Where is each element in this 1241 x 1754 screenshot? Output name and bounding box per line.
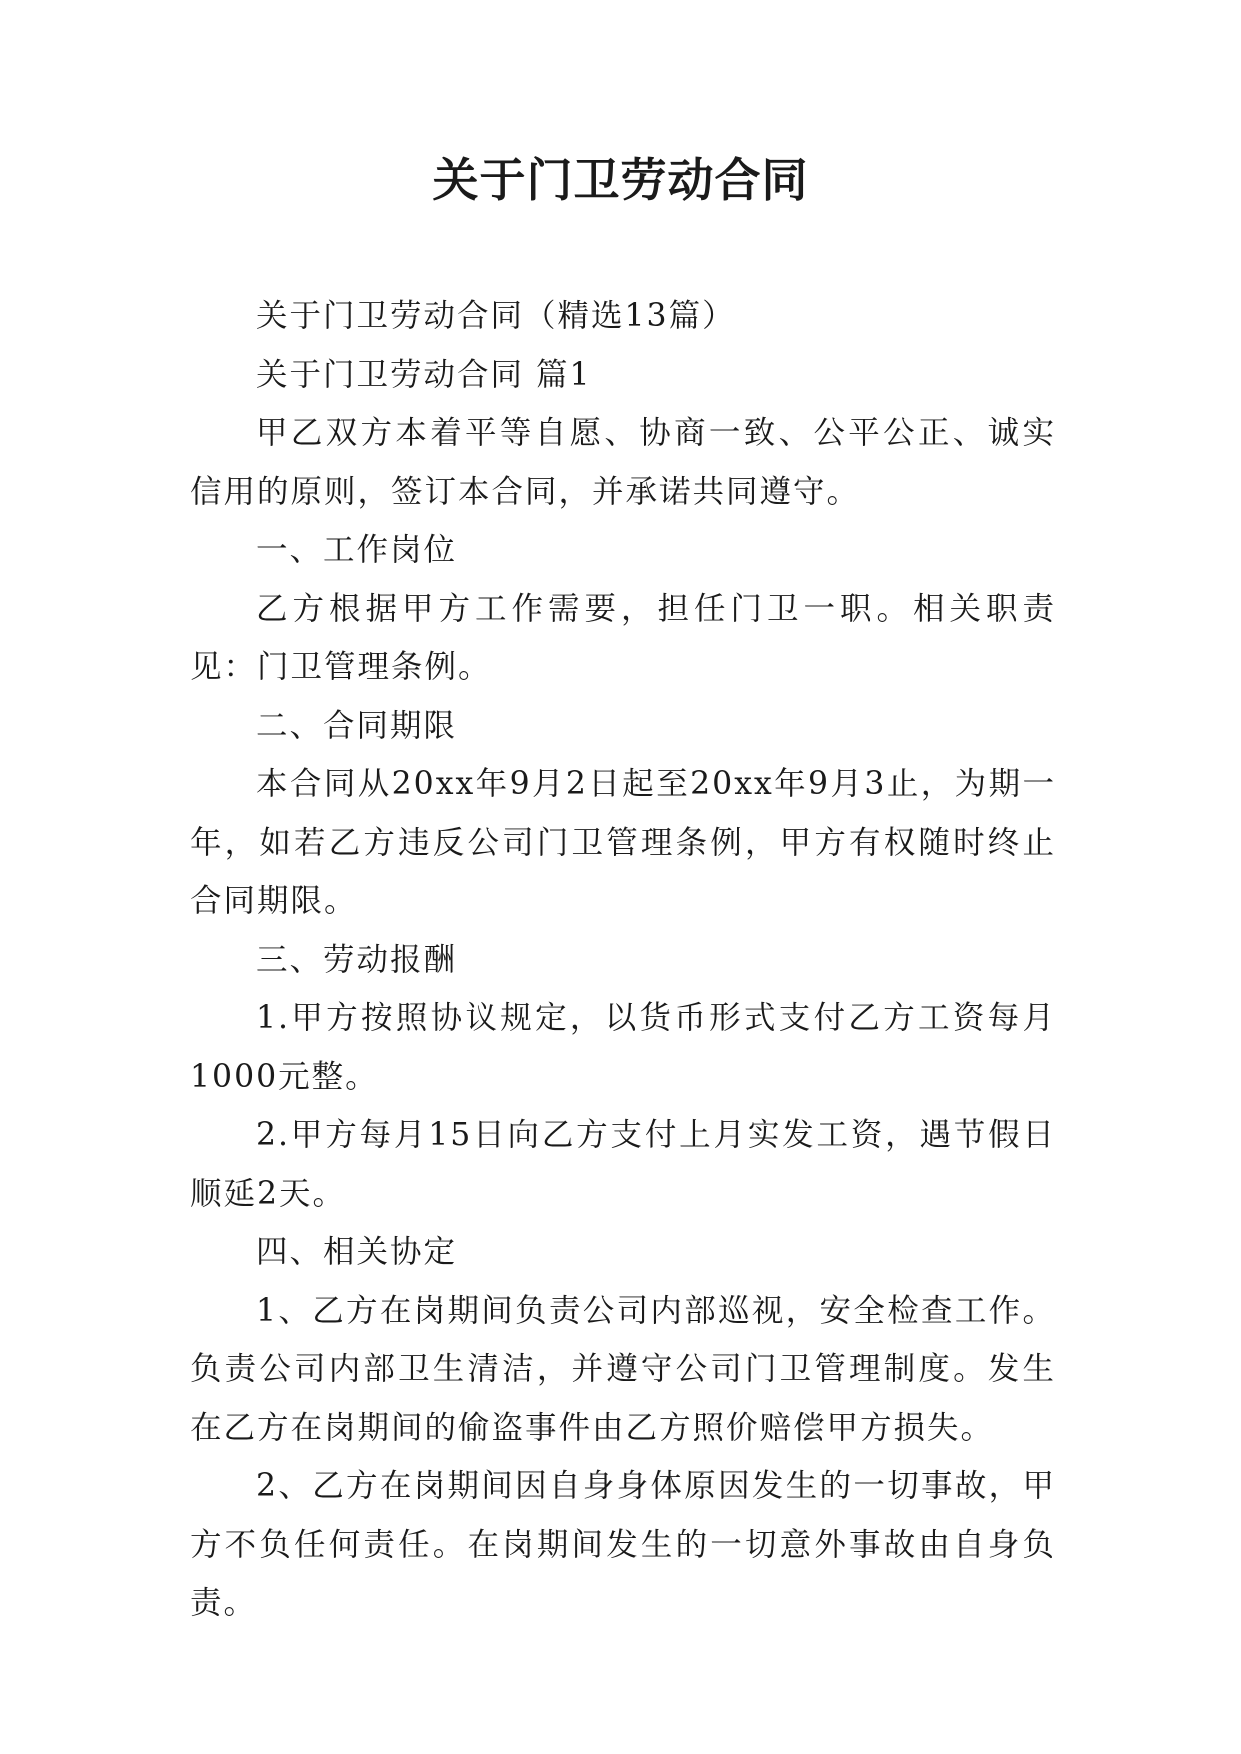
- paragraph-agreement-1: 1、乙方在岗期间负责公司内部巡视，安全检查工作。负责公司内部卫生清洁，并遵守公司门卫管理制度。发生在乙方在岗期间的偷盗事件由乙方照价赔偿甲方损失。: [190, 1292, 1056, 1446]
- heading-contract-term: 二、合同期限: [256, 707, 458, 744]
- heading-remuneration: 三、劳动报酬: [256, 941, 458, 978]
- paragraph-agreement-2: 2、乙方在岗期间因自身身体原因发生的一切事故，甲方不负任何责任。在岗期间发生的一切意外事故由自身负责。: [190, 1468, 1056, 1621]
- paragraph-remuneration-2: 2.甲方每月15日向乙方支付上月实发工资，遇节假日顺延2天。: [190, 1117, 1056, 1212]
- paragraph-remuneration-1: 1.甲方按照协议规定，以货币形式支付乙方工资每月1000元整。: [190, 1000, 1056, 1095]
- paragraph-job-position: 乙方根据甲方工作需要，担任门卫一职。相关职责见：门卫管理条例。: [190, 590, 1056, 685]
- paragraph-preamble: 甲乙双方本着平等自愿、协商一致、公平公正、诚实信用的原则，签订本合同，并承诺共同遵守。: [190, 415, 1056, 510]
- heading-agreements: 四、相关协定: [256, 1234, 458, 1270]
- paragraph-section-heading: 关于门卫劳动合同 篇1: [256, 356, 592, 393]
- heading-job-position: 一、工作岗位: [256, 532, 458, 568]
- document-body: [190, 287, 1056, 1633]
- paragraph-contract-term: 本合同从20xx年9月2日起至20xx年9月3止，为期一年，如若乙方违反公司门卫管理条例，甲方有权随时终止合同期限。: [190, 766, 1056, 919]
- document-title: 关于门卫劳动合同: [432, 153, 809, 207]
- paragraph-subtitle: 关于门卫劳动合同（精选13篇）: [256, 298, 736, 334]
